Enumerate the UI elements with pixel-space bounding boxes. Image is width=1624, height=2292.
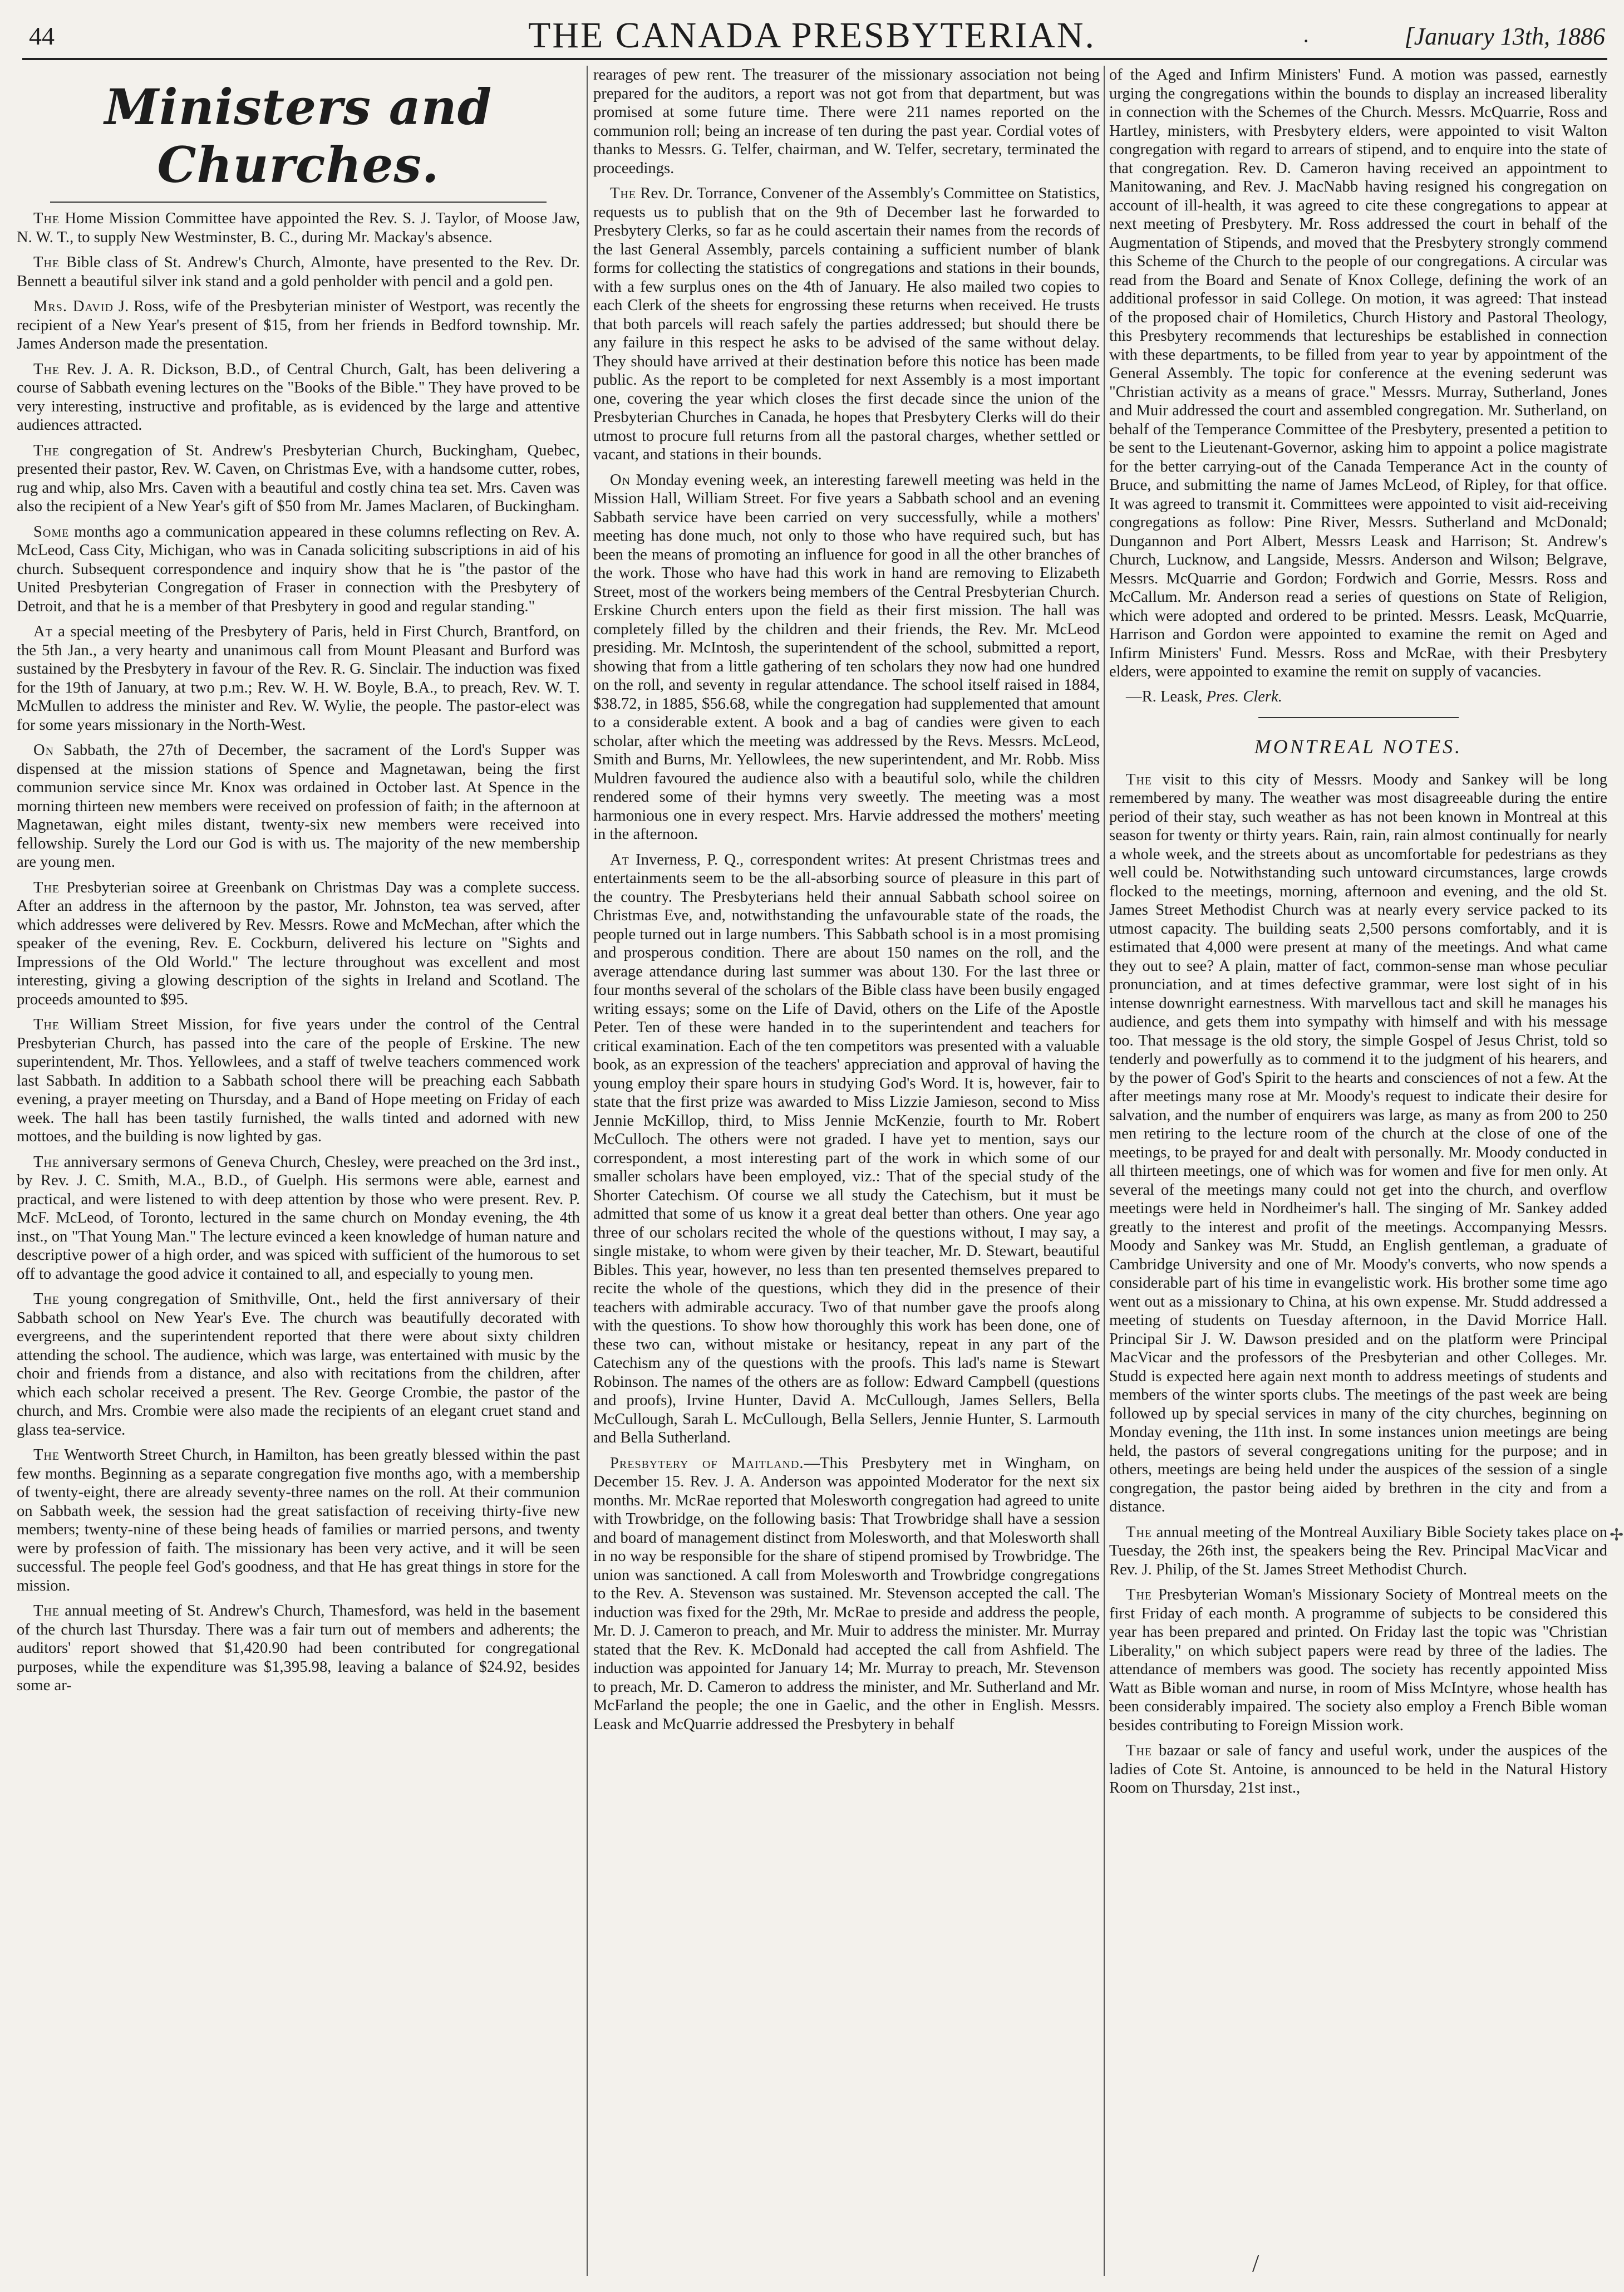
paragraph-lead: At: [610, 851, 629, 868]
paragraph-lead: The: [1126, 770, 1153, 788]
paragraph-lead: The: [33, 360, 60, 378]
issue-date: [January 13th, 1886: [1404, 23, 1605, 50]
paragraph-text: annual meeting of the Montreal Auxiliary Bible Society takes place on Tuesday, the 26th inst, the speakers being the Rev. Principal MacVicar and Rev. J. Philip, of the St. James Street Methodist Church.: [1109, 1523, 1607, 1578]
paragraph-text: young congregation of Smithville, Ont., held the first anniversary of their Sabbath school on New Year's Eve. The church was beautifully decorated with evergreens, and the superintendent reported that there were about sixty children attending the school. The audience, which was large, was entertained with music by the choir and friends from a distance, and also with recitations from the children, after which each scholar received a present. The Rev. George Crombie, the pastor of the church, and Mrs. Crombie were also made the recipients of an elegant cruet stand and glass tea-service.: [17, 1290, 580, 1439]
article-paragraph: [17, 253, 580, 291]
page-number: 44: [29, 22, 55, 50]
article-paragraph: [593, 1454, 1100, 1734]
paragraph-lead: Mrs. David: [33, 298, 114, 315]
paragraph-lead: The: [1126, 1523, 1153, 1541]
clerk-signature: [1109, 688, 1607, 706]
article-paragraph: [593, 851, 1100, 1447]
paragraph-text: —This Presbytery met in Wingham, on December 15. Rev. J. A. Anderson was appointed Moderator for the next six months. Mr. McRae reported that Molesworth congregation had agreed to unite with Trowbridge, on the following basis: That Trowbridge shall have a session and board of management distinct from Molesworth, and that Molesworth shall in no way be responsible for the share of stipend promised by Trowbridge. The union was sanctioned. A call from Molesworth and Trowbridge congregations to the Rev. A. Stevenson was sustained. Mr. Stevenson accepted the call. The induction was fixed for the 29th, Mr. McRae to preside and address the people, Mr. D. J. Cameron to preach, and Mr. Muir to address the minister. Mr. Murray stated that the Rev. K. McDonald had accepted the call from Ashfield. The induction was appointed for January 14; Mr. Murray to preach, Mr. Stevenson to preach, Mr. D. Cameron to address the minister, and Mr. Sutherland and Mr. McFarland the people; the one in Gaelic, and the other in English. Messrs. Leask and McQuarrie addressed the Presbytery in behalf: [593, 1454, 1100, 1733]
paragraph-text: Home Mission Committee have appointed the Rev. S. J. Taylor, of Moose Jaw, N. W. T., to supply New Westminster, B. C., during Mr. Mackay's absence.: [17, 210, 580, 246]
margin-mark: ✢: [1610, 1526, 1624, 1544]
paragraph-text: Inverness, P. Q., correspondent writes: At present Christmas trees and entertainments seem to be the all-absorbing source of pleasure in this part of the country. The Presbyterians held their annual Sabbath school soiree on Christmas Eve, and, notwithstanding the unfavourable state of the roads, the people turned out in large numbers. This Sabbath school is in a most promising and prosperous condition. There are about 150 names on the roll, and the average attendance during last summer was about 130. For the last three or four months several of the scholars of the Bible class have been busily engaged writing essays; some on the Life of David, others on the Life of the Apostle Peter. Ten of these were handed in to the superintendent and teachers for critical examination. Each of the ten competitors was presented with a valuable book, as an expression of the teachers' appreciation and approval of having the young employ their spare hours in studying God's Word. It is, however, fair to state that the first prize was awarded to Miss Lizzie Jamieson, second to Miss Jennie McKillop, third, to Miss Jennie McKenzie, fourth to Mr. Robert McCulloch. The others were not graded. I have yet to mention, says our correspondent, a most interesting part of the work in which some of our smaller scholars have been employed, viz.: That of the special study of the Shorter Catechism. Of course we all study the Catechism, but it must be admitted that some of us know it a great deal better than others. One year ago three of our scholars recited the whole of the questions without, I may say, a single mistake, to whom were given by their teacher, Mr. D. Stewart, beautiful Bibles. This year, however, no less than ten presented themselves prepared to recite the whole of the questions, which they did in the presence of their teachers with admirable accuracy. Two of that number gave the proofs along with the questions. To show how thoroughly this work has been done, one of these two can, without mistake or hesitancy, repeat in any part of the Catechism any of the questions with the proofs. This lad's name is Stewart Robinson. The names of the others are as follow: Edward Campbell (questions and proofs), Irvine Hunter, David A. McCullough, James Sellers, Bella McCullough, Sarah L. McCullough, Bella Sellers, Jennie Hunter, S. Larmouth and Bella Sutherland.: [593, 851, 1100, 1446]
article-paragraph: [1109, 1741, 1607, 1798]
paragraph-lead: At: [33, 623, 53, 640]
article-paragraph: [1109, 66, 1607, 681]
paragraph-text: rearages of pew rent. The treasurer of the missionary association not being prepared for the auditors, a report was not got from that department, but was promised at some future time. There were 211 names reported on the communion roll; being an increase of ten during the past year. Cordial votes of thanks to Messrs. G. Telfer, chairman, and W. Telfer, secretary, terminated the proceedings.: [593, 66, 1100, 177]
masthead-dot: ·: [1302, 28, 1310, 53]
heading-rule: [50, 202, 547, 203]
article-paragraph: [17, 209, 580, 247]
paragraph-text: Wentworth Street Church, in Hamilton, has been greatly blessed within the past few months. Beginning as a separate congregation five months ago, with a membership of twenty-eight, there are already seventy-three names on the roll. At their communion on Sabbath week, the session had the great satisfaction of receiving thirty-five new members; twenty-nine of these being heads of families or married persons, and twenty were by profession of faith. The missionary has been very active, and it will be seen successful. The people feel God's goodness, and that He has great things in store for the mission.: [17, 1446, 580, 1594]
column-2: [593, 66, 1100, 2265]
article-paragraph: [17, 441, 580, 516]
paragraph-text: visit to this city of Messrs. Moody and Sankey will be long remembered by many. The weather was most disagreeable during the entire period of their stay, such weather as has not been known in Montreal at this season for twenty or thirty years. Rain, rain, rain almost continually for nearly a whole week, and the streets about as uncomfortable for pedestrians as they well could be. Notwithstanding such untoward circumstances, large crowds flocked to the meetings, morning, afternoon and evening, and the old St. James Street Methodist Church was at nearly every service packed to its utmost capacity. The building seats 2,500 persons comfortably, and it is estimated that 4,000 were present at many of the meetings. And what came they out to see? A plain, matter of fact, common-sense man whose peculiar pronunciation, and at times defective grammar, were lost sight of in his intense downright earnestness. With marvellous tact and skill he manages his audience, and gets them into sympathy with himself and with his message too. That message is the old story, the simple Gospel of Jesus Christ, told so tenderly and powerfully as to commend it to the judgment of his hearers, and by the power of God's Spirit to the hearts and consciences of not a few. At the after meetings many rose at Mr. Moody's request to indicate their desire for salvation, and the number of enquirers was large, as many as from 200 to 250 men retiring to the lecture room of the church at the close of one of the meetings, to be prayed for and dealt with personally. Mr. Moody conducted in all thirteen meetings, one of which was for women and five for men only. At several of the meetings many could not get into the church, and overflow meetings were held in Nordheimer's hall. The singing of Mr. Sankey added greatly to the interest and profit of the meetings. Accompanying Messrs. Moody and Sankey was Mr. Studd, an English gentleman, a graduate of Cambridge University and one of Mr. Moody's converts, who now spends a considerable part of his time in evangelistic work. His brother some time ago went out as a missionary to China, at his own expense. Mr. Studd addressed a meeting of students on Tuesday afternoon, in the David Morrice Hall. Principal Sir J. W. Dawson presided and on the platform were Principal MacVicar and the professors of the Presbyterian and other Colleges. Mr. Studd is expected here again next month to address meetings of students and members of the winter sports clubs. The meetings of the past week are being followed up by special services in many of the city churches, beginning on Monday evening, the 11th inst. In some instances union meetings are being held, the pastors of several congregations uniting for the purpose; and in others, meetings are being held under the auspices of the session of a single congregation, the pastor being aided by brethren in the city and from a distance.: [1109, 770, 1607, 1515]
column-2-body: [593, 66, 1100, 1734]
paragraph-text: J. Ross, wife of the Presbyterian minister of Westport, was recently the recipient of a New Year's present of $15, from her friends in Bedford township. Mr. James Anderson made the presentation.: [17, 298, 580, 352]
paragraph-lead: Presbytery of Maitland.: [610, 1454, 804, 1472]
article-paragraph: [17, 1290, 580, 1439]
article-paragraph: [17, 622, 580, 734]
paragraph-lead: The: [33, 1290, 60, 1308]
paragraph-text: of the Aged and Infirm Ministers' Fund. A motion was passed, earnestly urging the congregations within the bounds to display an increased liberality in connection with the Schemes of the Church. Messrs. McQuarrie, Ross and Hartley, ministers, with Presbytery elders, were appointed to visit Walton congregation with regard to arrears of stipend, and to enquire into the state of that congregation. Rev. D. Cameron having received an appointment to Manitowaning, and Rev. J. MacNabb having resigned his congregation on account of ill-health, it was agreed to cite these congregations to appear at next meeting of Presbytery. Mr. Ross addressed the court in behalf of the Augmentation of Stipends, and moved that the Presbytery strongly commend this Scheme of the Church to the people of our congregations. A circular was read from the Board and Senate of Knox College, defining the work of an additional professor in said College. On motion, it was agreed: That instead of the proposed chair of Homiletics, Church History and Pastoral Theology, this Presbytery recommends that lectureships be established in connection with these departments, to be filled from year to year by appointment of the General Assembly. The topic for conference at the evening sederunt was "Christian activity as a means of grace." Messrs. Murray, Sutherland, Jones and Muir addressed the court and assembled congregation. Mr. Sutherland, on behalf of the Temperance Committee of the Presbytery, presented a petition to be sent to the Lieutenant-Governor, asking him to appoint a police magistrate for the better carrying-out of the Canada Temperance Act in the county of Bruce, and submitting the name of James McLeod, of Ripley, for that office. It was agreed to transmit it. Committees were appointed to visit aid-receiving congregations as follow: Pine River, Messrs. Sutherland and McDonald; Dungannon and Port Albert, Messrs Leask and Harrison; St. Andrew's Church, Lucknow, and Langside, Messrs. Anderson and Wilson; Belgrave, Messrs. McQuarrie and Gordon; Fordwich and Gorrie, Messrs. Ross and McCallum. Mr. Anderson read a series of questions on State of Religion, which were adopted and ordered to be printed. Messrs. Leask, McQuarrie, Harrison and Gordon were appointed to examine the remit on Aged and Infirm Ministers' Fund. Messrs. Ross and McRae, with their Presbytery elders, were appointed to examine the remit on supply of vacancies.: [1109, 66, 1607, 680]
article-paragraph: [17, 297, 580, 354]
article-paragraph: [593, 471, 1100, 844]
article-paragraph: [17, 1015, 580, 1146]
article-paragraph: [593, 66, 1100, 178]
paragraph-text: Monday evening week, an interesting farewell meeting was held in the Mission Hall, William Street. For five years a Sabbath school and an evening Sabbath service have been carried on very successfully, while a mothers' meeting has done much, not only to those who have required such, but has been the means of promoting an influence for good in all the other branches of the work. Those who have had this work in hand are removing to Elizabeth Street, most of the workers being members of the Central Presbyterian Church. Erskine Church enters upon the field as their first mission. The hall was completely filled by the children and their friends, the Rev. Mr. McLeod presiding. Mr. McIntosh, the superintendent of the school, submitted a report, showing that from a little gathering of ten scholars they now had one hundred on the roll, and seventy in regular attendance. The school itself raised in 1884, $38.72, in 1885, $56.68, while the congregation had supplemented that amount to a considerable extent. A book and a bag of candies were given to each scholar, after which the meeting was addressed by the Revs. Messrs. McLeod, Smith and Burns, Mr. Yellowlees, the new superintendent, and Mr. Robb. Miss Muldren favoured the audience also with a beautiful solo, while the children rendered some of their hymns very sweetly. The meeting was a most harmonious one in every respect. Mrs. Harvie addressed the mothers' meeting in the afternoon.: [593, 471, 1100, 843]
paragraph-lead: The: [610, 185, 637, 202]
masthead-rule: [22, 58, 1607, 60]
paragraph-lead: The: [1126, 1742, 1153, 1759]
article-paragraph: [593, 184, 1100, 464]
paragraph-lead: The: [33, 441, 60, 459]
paragraph-lead: On: [33, 742, 55, 759]
article-paragraph: [17, 360, 580, 435]
section-heading: Ministers and Churches.: [104, 78, 493, 194]
paragraph-lead: The: [33, 1602, 60, 1619]
column-1: [17, 66, 580, 2265]
paragraph-text: months ago a communication appeared in these columns reflecting on Rev. A. McLeod, Cass City, Michigan, who was in Canada soliciting subscriptions in aid of his church. Subsequent correspondence and inquiry show that he is "the pastor of the United Presbyterian Congregation of Fraser in connection with the Presbytery of Detroit, and that he is a member of that Presbytery in good and regular standing.": [17, 523, 580, 615]
article-paragraph: [17, 1446, 580, 1595]
paragraph-text: bazaar or sale of fancy and useful work, under the auspices of the ladies of Cote St. Antoine, is announced to be held in the Natural History Room on Thursday, 21st inst.,: [1109, 1742, 1607, 1797]
article-paragraph: [1109, 1586, 1607, 1735]
paragraph-lead: The: [33, 254, 60, 271]
paragraph-lead: The: [33, 878, 60, 896]
article-paragraph: [17, 1602, 580, 1695]
article-paragraph: [17, 1153, 580, 1284]
paragraph-lead: The: [33, 1016, 60, 1033]
paragraph-lead: The: [1126, 1586, 1153, 1603]
paragraph-text: Presbyterian soiree at Greenbank on Christmas Day was a complete success. After an address in the afternoon by the pastor, Mr. Johnston, tea was served, after which addresses were delivered by Rev. Messrs. Rowe and McMechan, after which the speaker of the evening, Rev. E. Cockburn, delivered his lecture on "Sights and Impressions of the Old World." The lecture throughout was excellent and most interesting, giving a glowing description of the sights in Ireland and Scotland. The proceeds amounted to $95.: [17, 878, 580, 1008]
paragraph-text: Bible class of St. Andrew's Church, Almonte, have presented to the Rev. Dr. Bennett a beautiful silver ink stand and a gold penholder with pencil and a gold pen.: [17, 254, 580, 290]
newspaper-title: THE CANADA PRESBYTERIAN.: [528, 15, 1096, 56]
article-paragraph: [17, 523, 580, 616]
paragraph-lead: The: [33, 1153, 60, 1171]
article-paragraph: [1109, 1523, 1607, 1579]
paragraph-text: congregation of St. Andrew's Presbyterian Church, Buckingham, Quebec, presented their pastor, Rev. W. Caven, on Christmas Eve, with a handsome cutter, robes, rug and whip, also Mrs. Caven with a beautiful and costly china tea set. Mrs. Caven was also the recipient of a New Year's gift of $50 from Mr. James Maclaren, of Buckingham.: [17, 441, 580, 515]
column-divider-1: [587, 66, 588, 2276]
paragraph-text: Sabbath, the 27th of December, the sacrament of the Lord's Supper was dispensed at the mission stations of Spence and Magnetawan, being the first communion service since Mr. Knox was ordained in October last. At Spence in the morning thirteen new members were received on profession of faith; in the afternoon at Magnetawan, eight miles distant, twenty-six new members were received into fellowship. Surely the Lord our God is with us. The majority of the new membership are young men.: [17, 742, 580, 871]
column-divider-2: [1104, 66, 1105, 2276]
paragraph-text: anniversary sermons of Geneva Church, Chesley, were preached on the 3rd inst., by Rev. J. C. Smith, M.A., B.D., of Guelph. His sermons were able, earnest and practical, and were listened to with deep attention by those who were present. Rev. P. McF. McLeod, of Toronto, lectured in the same church on Monday evening, the 4th inst., on "That Young Man." The lecture evinced a keen knowledge of human nature and descriptive power of a high order, and was spiced with sufficient of the humorous to set off to advantage the good advice it contained to all, and especially to young men.: [17, 1153, 580, 1283]
paragraph-lead: Some: [33, 523, 70, 541]
paragraph-text: annual meeting of St. Andrew's Church, Thamesford, was held in the basement of the church last Thursday. There was a fair turn out of members and adherents; the auditors' report showed that $1,420.90 had been contributed for congregational purposes, while the expenditure was $1,395.98, leaving a balance of $24.92, besides some ar-: [17, 1602, 580, 1694]
footer-mark: /: [1252, 2250, 1259, 2277]
column-3: [1109, 66, 1607, 2265]
article-paragraph: [1109, 770, 1607, 1516]
paragraph-text: Presbyterian Woman's Missionary Society of Montreal meets on the first Friday of each month. A programme of subjects to be considered this year has been prepared and printed. On Friday last the topic was "Christian Liberality," on which subject papers were read by three of the ladies. The attendance of members was good. The society has recently appointed Miss Watt as Bible woman and nurse, in room of Miss McIntyre, whose health has been considerably impaired. The society also employ a French Bible woman besides contributing to Foreign Mission work.: [1109, 1586, 1607, 1734]
signature-title: Pres. Clerk.: [1206, 688, 1282, 705]
article-paragraph: [17, 878, 580, 1009]
column-1-body: [17, 209, 580, 1695]
paragraph-text: Rev. J. A. R. Dickson, B.D., of Central Church, Galt, has been delivering a course of Sabbath evening lectures on the "Books of the Bible." They have proved to be very interesting, instructive and profitable, as is evidenced by the large and attentive audiences attracted.: [17, 360, 580, 434]
paragraph-text: Rev. Dr. Torrance, Convener of the Assembly's Committee on Statistics, requests us to publish that on the 9th of December last he forwarded to Presbytery Clerks, so far as he could ascertain their names from the records of the last General Assembly, parcels containing a sufficient number of blank forms for collecting the statistics of congregations and stations in their bounds, with a few surplus ones on the 4th of January. He also mailed two copies to each Clerk of the sheets for engrossing these returns when received. He trusts that both parcels will reach safely the parties addressed; but should there be any failure in this respect he asks to be advised of the same without delay. They should have arrived at their destination before this notice has been made public. As the report to be completed for next Assembly is a most important one, covering the year which closes the first decade since the union of the Presbyterian Churches in Canada, he hopes that Presbytery Clerks will do their utmost to procure full returns from all the pastoral charges, whether settled or vacant, and stations in their bounds.: [593, 185, 1100, 463]
section-rule: [1258, 717, 1459, 718]
paragraph-lead: On: [610, 471, 631, 489]
masthead: [0, 0, 1624, 61]
paragraph-lead: The: [33, 1446, 60, 1464]
article-paragraph: [17, 741, 580, 872]
paragraph-text: William Street Mission, for five years under the control of the Central Presbyterian Church, has passed into the care of the people of Erskine. The new superintendent, Mr. Thos. Yellowlees, and a staff of twelve teachers commenced work last Sabbath. In addition to a Sabbath school there will be preaching each Sabbath evening, a prayer meeting on Thursday, and a Band of Hope meeting on Friday of each week. The hall has been tastily furnished, the walls tinted and adorned with new mottoes, and the building is now lighted by gas.: [17, 1016, 580, 1145]
montreal-notes-heading: MONTREAL NOTES.: [1254, 735, 1463, 758]
signature-name: —R. Leask,: [1126, 688, 1207, 705]
column-3-body-bottom: [1109, 770, 1607, 1798]
paragraph-lead: The: [33, 210, 60, 227]
paragraph-text: a special meeting of the Presbytery of Paris, held in First Church, Brantford, on the 5th Jan., a very hearty and unanimous call from Mount Pleasant and Burford was sustained by the Presbytery in favour of the Rev. R. G. Sinclair. The induction was fixed for the 19th of January, at two p.m.; Rev. W. H. W. Boyle, B.A., to preach, Rev. W. T. McMullen to address the minister and Rev. W. Wylie, the people. The pastor-elect was for some years missionary in the North-West.: [17, 623, 580, 734]
column-3-body-top: [1109, 66, 1607, 681]
